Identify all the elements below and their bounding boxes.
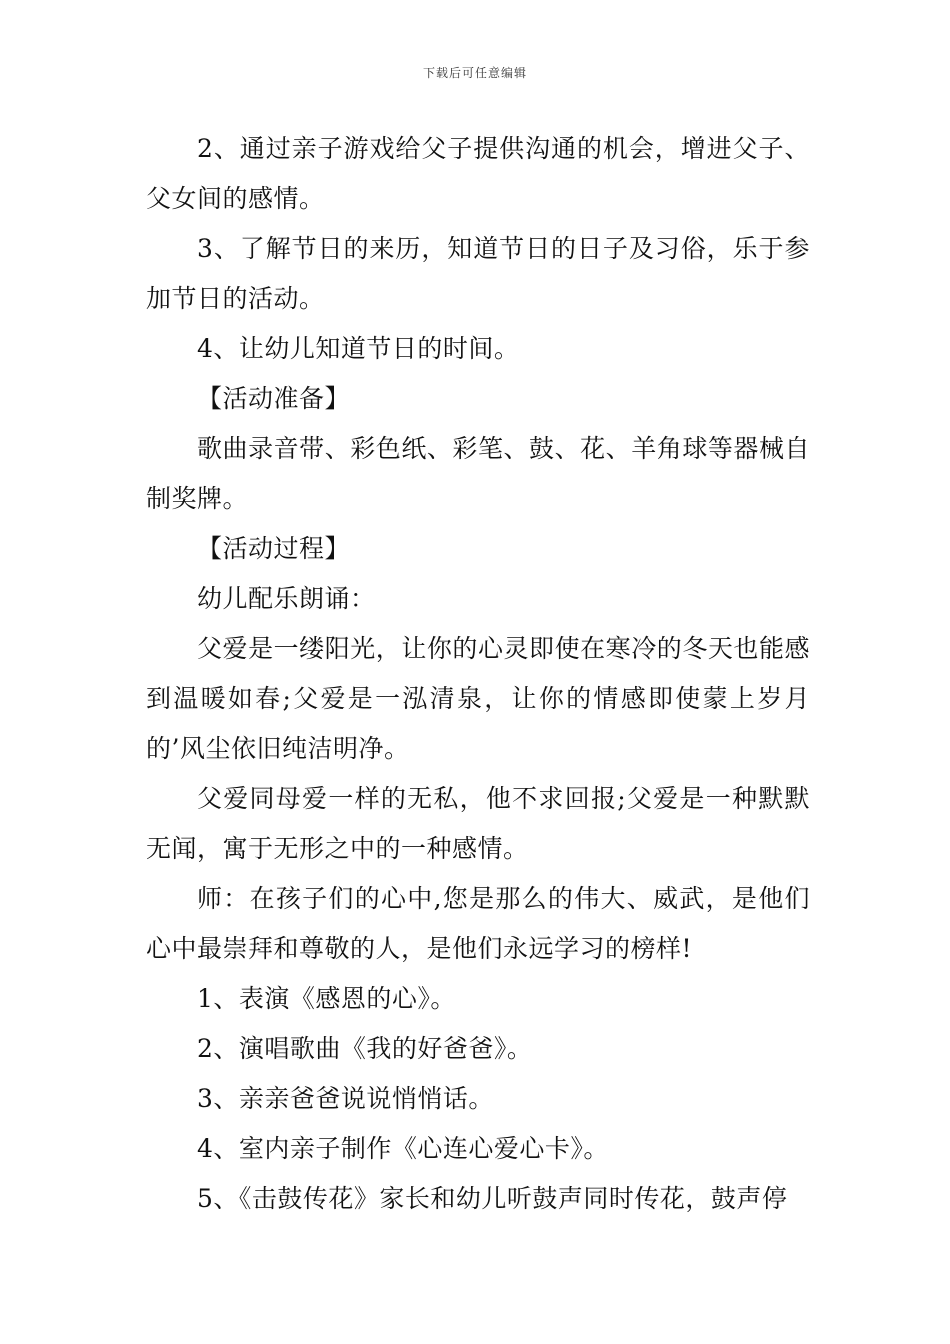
activity-step-2: 2、演唱歌曲《我的好爸爸》。 (197, 1034, 533, 1063)
activity-step-4: 4、室内亲子制作《心连心爱心卡》。 (197, 1134, 609, 1163)
paragraph-recitation-2: 父爱同母爱一样的无私，他不求回报;父爱是一种默默无闻，寓于无形之中的一种感情。 (146, 784, 810, 863)
paragraph-item-2: 2、通过亲子游戏给父子提供沟通的机会，增进父子、父女间的感情。 (146, 134, 810, 213)
paragraph-teacher: 师：在孩子们的心中,您是那么的伟大、威武，是他们心中最崇拜和尊敬的人，是他们永远学习的榜样! (146, 884, 810, 963)
paragraph-item-4: 4、让幼儿知道节日的时间。 (197, 334, 520, 363)
activity-step-5: 5、《击鼓传花》家长和幼儿听鼓声同时传花，鼓声停 (197, 1184, 788, 1213)
paragraph-recitation-label: 幼儿配乐朗诵： (197, 584, 376, 613)
section-heading-preparation: 【活动准备】 (197, 384, 351, 413)
section-heading-process: 【活动过程】 (197, 534, 351, 563)
paragraph-item-3: 3、了解节日的来历，知道节日的日子及习俗，乐于参加节日的活动。 (146, 234, 810, 313)
paragraph-materials: 歌曲录音带、彩色纸、彩笔、鼓、花、羊角球等器械自制奖牌。 (146, 434, 810, 513)
activity-step-1: 1、表演《感恩的心》。 (197, 984, 456, 1013)
header-note: 下载后可任意编辑 (422, 66, 527, 80)
paragraph-recitation-1: 父爱是一缕阳光，让你的心灵即使在寒冷的冬天也能感到温暖如春;父爱是一泓清泉，让你的情感即使蒙上岁月的’风尘依旧纯洁明净。 (146, 634, 810, 763)
activity-step-3: 3、亲亲爸爸说说悄悄话。 (197, 1084, 494, 1113)
document-body (146, 124, 810, 1224)
